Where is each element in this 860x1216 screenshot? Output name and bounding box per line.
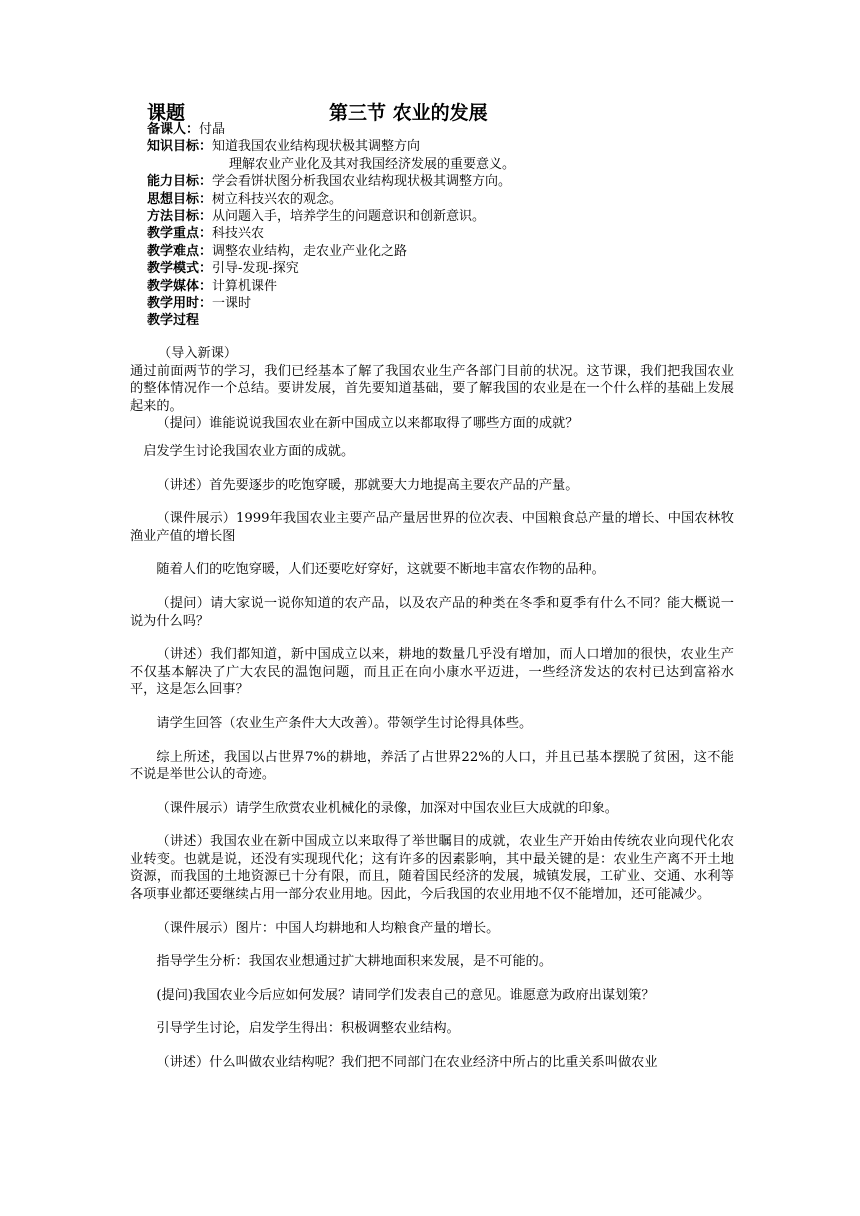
paragraph: （课件展示）图片：中国人均耕地和人均粮食产量的增长。: [156, 920, 500, 936]
meta-thought-goal: 思想目标：树立科技兴农的观念。: [147, 191, 343, 207]
meta-knowledge-goal: 知识目标：知道我国农业结构现状极其调整方向: [147, 139, 421, 155]
meta-time: 教学用时：一课时: [147, 296, 252, 312]
paragraph: 随着人们的吃饱穿暖，人们还要吃好穿好，这就要不断地丰富农作物的品种。: [156, 562, 605, 578]
paragraph: （讲述）什么叫做农业结构呢？我们把不同部门在农业经济中所占的比重关系叫做农业: [156, 1055, 658, 1071]
paragraph: （导入新课）: [158, 346, 238, 361]
paragraph: 引导学生讨论，启发学生得出：积极调整农业结构。: [156, 1021, 460, 1037]
paragraph: 指导学生分析：我国农业想通过扩大耕地面积来发展，是不可能的。: [156, 954, 553, 970]
paragraph: (提问)我国农业今后应如何发展？请同学们发表自己的意见。谁愿意为政府出谋划策？: [156, 987, 655, 1003]
meta-ability-goal: 能力目标：学会看饼状图分析我国农业结构现状极其调整方向。: [147, 174, 512, 190]
lesson-body: [130, 345, 734, 1072]
paragraph: 综上所述，我国以占世界7%的耕地，养活了占世界22%的人口，并且已基本摆脱了贫困，这不能不说是举世公认的奇迹。: [130, 749, 734, 783]
meta-mode: 教学模式：引导-发现-探究: [147, 261, 299, 277]
lesson-topic-label: 课题: [147, 102, 186, 124]
meta-knowledge-goal-cont: 理解农业产业化及其对我国经济发展的重要意义。: [229, 156, 516, 172]
meta-method-goal: 方法目标：从问题入手，培养学生的问题意识和创新意识。: [147, 209, 486, 225]
meta-preparer: 备课人：付晶: [147, 122, 226, 137]
meta-keypoint: 教学重点：科技兴农: [147, 226, 265, 242]
paragraph: （讲述）首先要逐步的吃饱穿暖，那就要大力地提高主要农产品的产量。: [156, 477, 579, 493]
paragraph: （提问）请大家说一说你知道的农产品，以及农产品的种类在冬季和夏季有什么不同？能大概说一说为什么吗？: [130, 595, 734, 629]
paragraph: （讲述）我国农业在新中国成立以来取得了举世瞩目的成就，农业生产开始由传统农业向现代化农业转变。也就是说，还没有实现现代化；这有许多的因素影响，其中最关键的是：农业生产离不开土地资源，而我国的土地资源已十分有限，而且，随着国民经济的发展，城镇发展，工矿业、交通、水利等各项事业都还要继续占用一部分农业用地。因此，今后我国的农业用地不仅不能增加，还可能减少。: [130, 834, 734, 903]
lesson-title: 第三节 农业的发展: [329, 102, 488, 124]
paragraph: （提问）谁能说说我国农业在新中国成立以来都取得了哪些方面的成就？: [156, 416, 579, 432]
paragraph: 请学生回答（农业生产条件大大改善）。带领学生讨论得具体些。: [156, 715, 533, 731]
lesson-meta: [147, 121, 747, 330]
meta-difficulty: 教学难点：调整农业结构，走农业产业化之路: [147, 243, 408, 259]
meta-media: 教学媒体：计算机课件: [147, 278, 278, 294]
paragraph: （课件展示）请学生欣赏农业机械化的录像，加深对中国农业巨大成就的印象。: [156, 800, 618, 816]
paragraph: 启发学生讨论我国农业方面的成就。: [143, 443, 355, 459]
paragraph: （讲述）我们都知道，新中国成立以来，耕地的数量几乎没有增加，而人口增加的很快，农业生产不仅基本解决了广大农民的温饱问题，而且正在向小康水平迈进，一些经济发达的农村已达到富裕水平，这是怎么回事？: [130, 647, 734, 698]
paragraph: （课件展示）1999年我国农业主要产品产量居世界的位次表、中国粮食总产量的增长、中国农林牧渔业产值的增长图: [130, 511, 734, 544]
meta-process: 教学过程: [147, 313, 200, 329]
paragraph: 通过前面两节的学习，我们已经基本了解了我国农业生产各部门目前的状况。这节课，我们把我国农业的整体情况作一个总结。要讲发展，首先要知道基础，要了解我国的农业是在一个什么样的基础上发展起来的。: [130, 363, 734, 414]
